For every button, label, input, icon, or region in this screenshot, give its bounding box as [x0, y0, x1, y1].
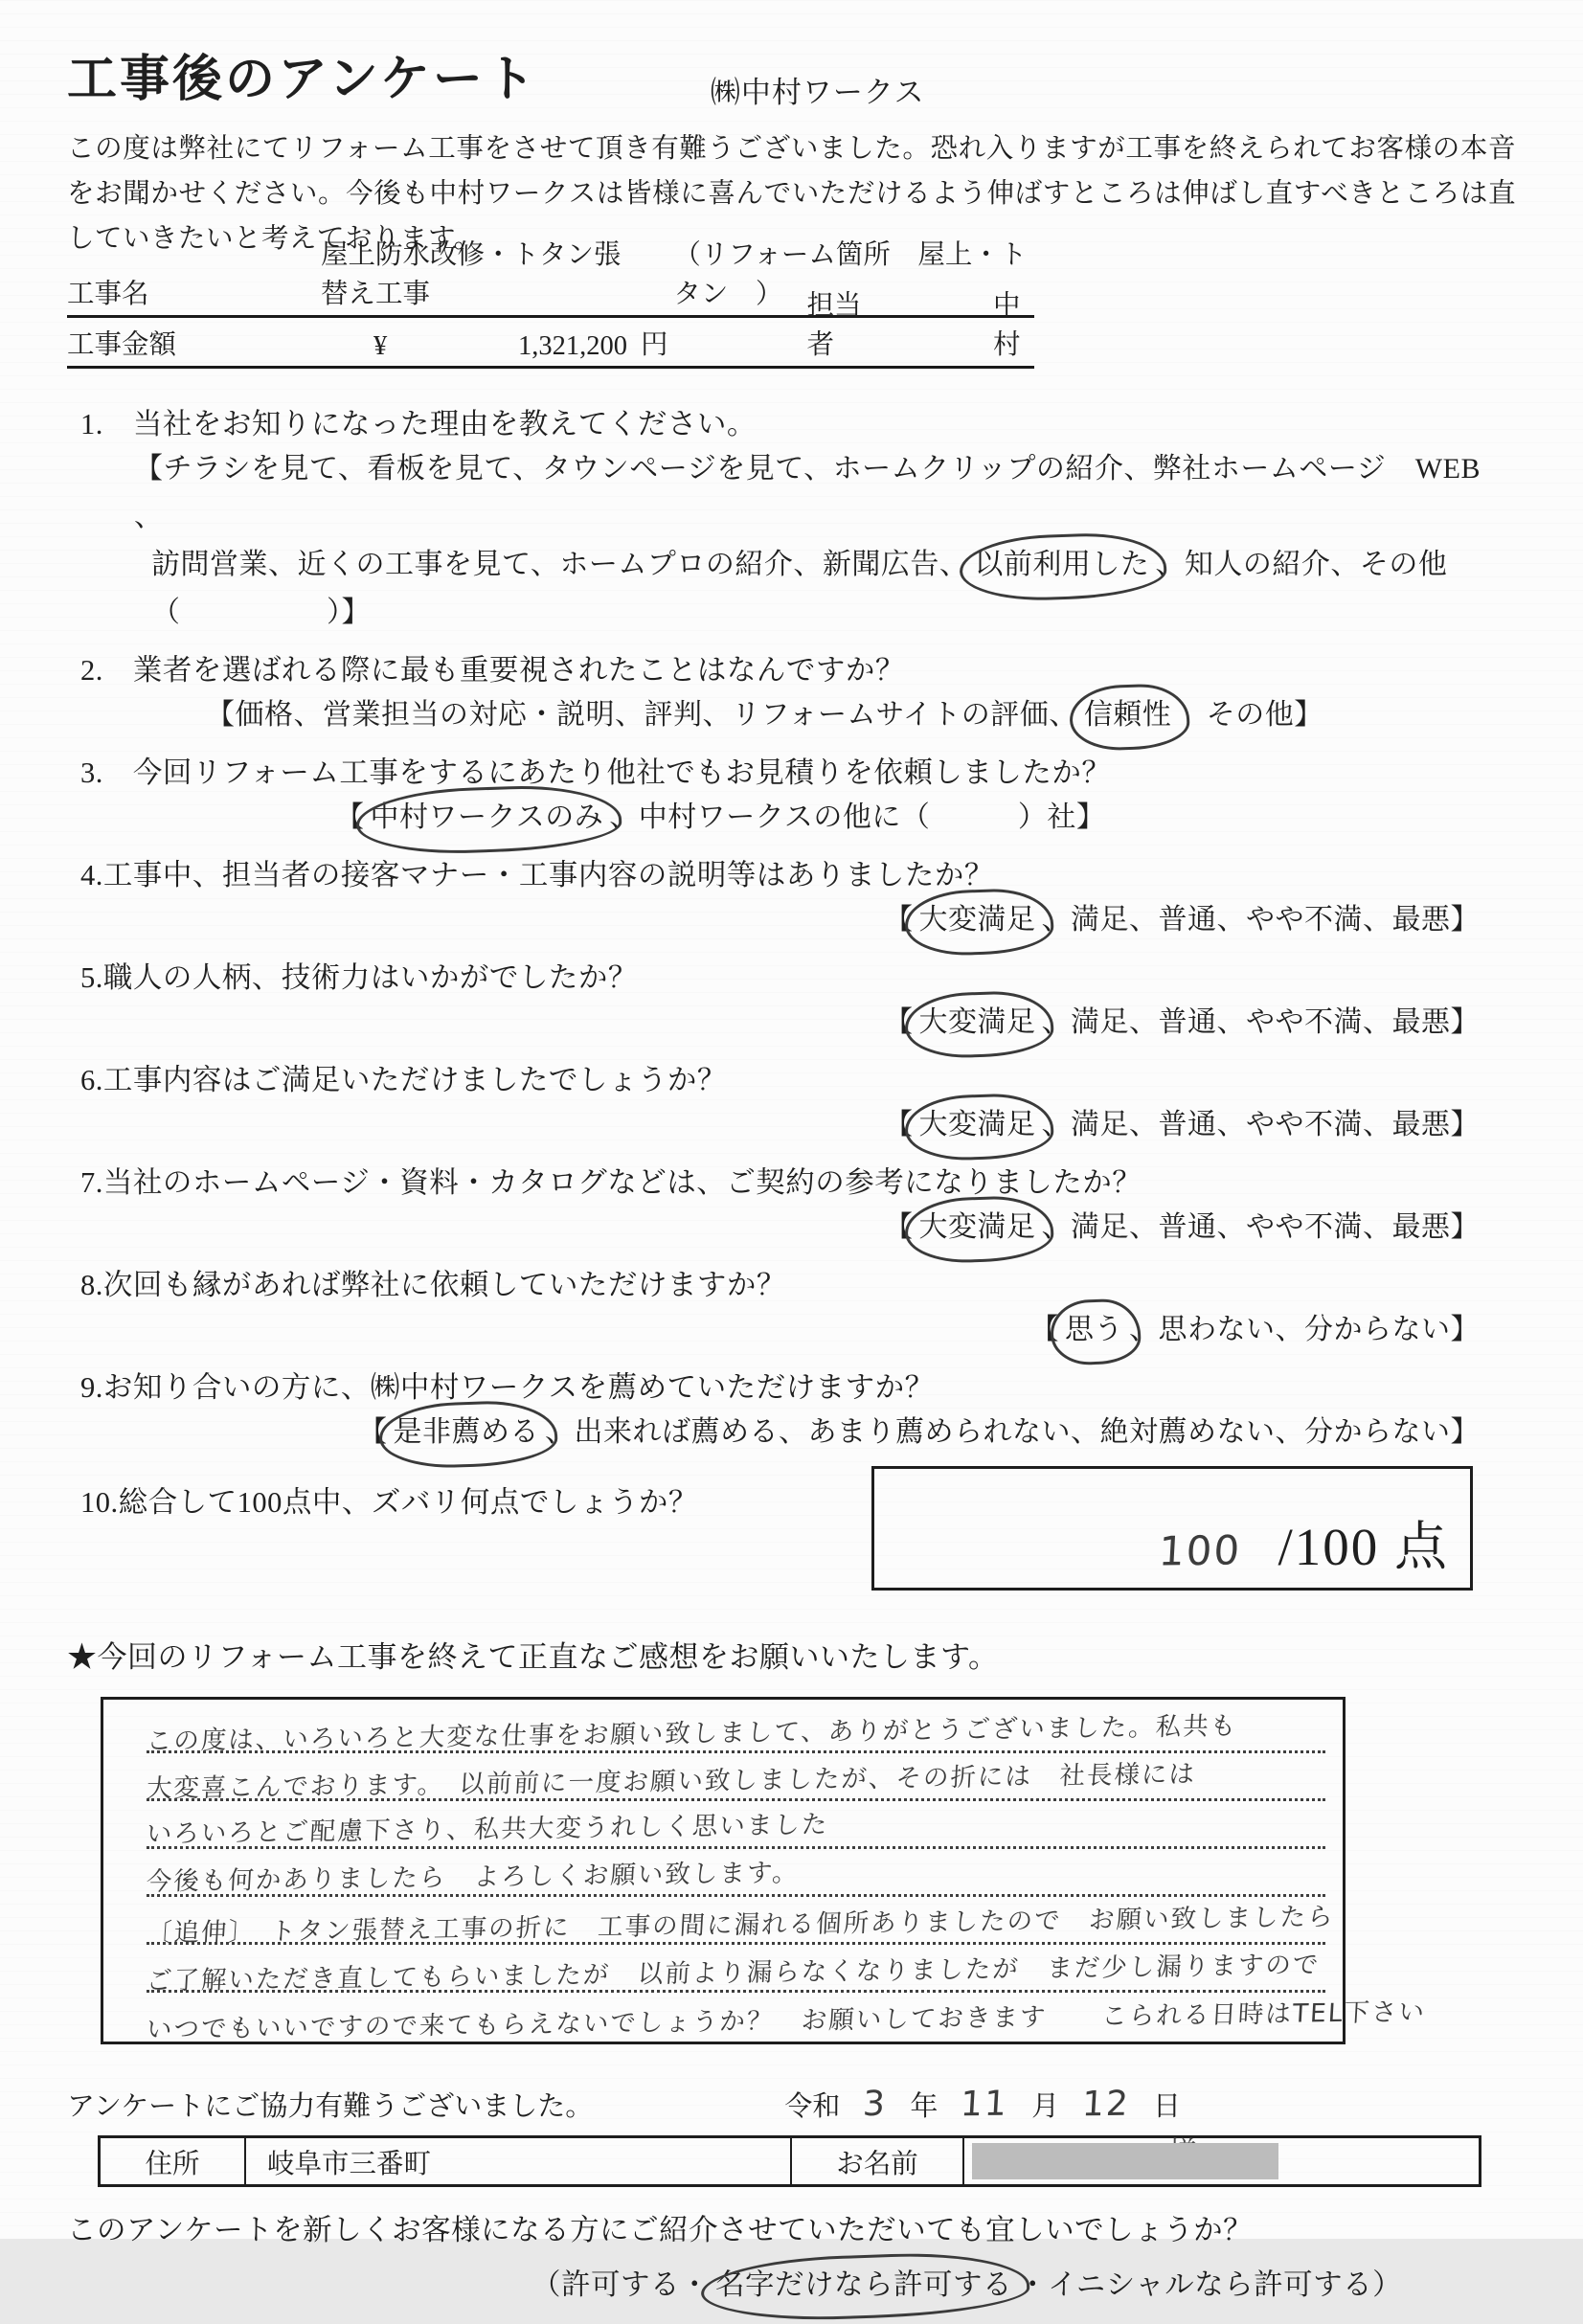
comment-box: [101, 1697, 1427, 2045]
document-header: [67, 53, 1516, 111]
question-options: [67, 1101, 1516, 1149]
option-text: 訪問営業、近くの工事を見て、ホームプロの紹介、新聞広告、: [151, 549, 969, 580]
circled-answer: 是非薦める: [388, 1409, 546, 1456]
year-unit: 年: [910, 2091, 938, 2122]
option-text: 【: [335, 801, 365, 833]
option-text: 【: [1029, 1314, 1059, 1345]
option-text: 【: [884, 1109, 914, 1140]
manager-value: 中村: [993, 291, 1021, 360]
question-options: [67, 1409, 1516, 1456]
comment-heading: ★今回のリフォーム工事を終えて正直なご感想をお願いいたします。: [67, 1640, 999, 1674]
question-options: [67, 1306, 1516, 1354]
comment-handwriting: 今後も何かありましたら よろしくお願い致します。: [146, 1858, 801, 1897]
circled-answer: 大変満足: [914, 896, 1042, 944]
circled-answer: 中村ワークスのみ: [365, 794, 610, 842]
comment-line: [146, 1705, 1325, 1756]
option-text: 【: [884, 904, 914, 936]
question-head: 2. 業者を選ばれる際に最も重要視されたことはなんですか？: [80, 654, 905, 687]
circled-answer: 思う: [1059, 1306, 1129, 1354]
project-name-row: [67, 240, 1034, 318]
question-options: [67, 1204, 1516, 1252]
project-info-table: [67, 240, 1034, 369]
project-amount-value: 1,321,200: [518, 331, 627, 361]
option-text: 【価格、営業担当の対応・説明、評判、リフォームサイトの評価、: [206, 699, 1078, 731]
question-options: [67, 691, 1516, 739]
circled-answer: 大変満足: [914, 999, 1042, 1047]
question-head: 5.職人の人柄、技術力はいかがでしたか？: [80, 961, 638, 994]
question-9: [67, 1366, 1516, 1456]
month-unit: 月: [1031, 2091, 1060, 2122]
circled-answer: 信頼性: [1078, 691, 1178, 739]
option-text: ・イニシャルなら許可する）: [1018, 2268, 1403, 2301]
day-unit: 日: [1152, 2091, 1181, 2122]
option-text: （許可する・: [531, 2268, 710, 2301]
option-text: 【: [884, 1006, 914, 1038]
permission-options: [67, 2262, 1516, 2308]
question-2: [67, 649, 1516, 739]
name-redaction: [972, 2143, 1278, 2179]
question-options: [67, 445, 1516, 541]
respondent-table: [98, 2135, 1481, 2187]
date-block: [784, 2085, 1181, 2124]
option-text: その他】: [1177, 699, 1323, 731]
company-name: ㈱中村ワークス: [710, 76, 925, 109]
circled-answer: 大変満足: [914, 1101, 1042, 1149]
question-5: [67, 957, 1516, 1047]
option-text: 【: [358, 1416, 388, 1448]
option-text: 、満足、普通、やや不満、最悪】: [1041, 1211, 1480, 1243]
address-value: 岐阜市三番町: [244, 2138, 790, 2184]
score-written-value: 100: [1157, 1526, 1243, 1575]
question-1: [67, 403, 1516, 637]
name-value: [962, 2138, 1479, 2184]
comment-line: [146, 1945, 1325, 1997]
reform-location: （リフォーム箇所 屋上・トタン ）: [673, 240, 1028, 309]
questions-section: [67, 403, 1516, 1612]
intro-paragraph: この度は弊社にてリフォーム工事をさせて頂き有難うございました。恐れ入りますが工事を終えられてお客様の本音をお聞かせください。今後も中村ワークスは皆様に喜んでいただけるよう伸ばすところは伸ばし直すべきところは直していきたいと考えております。: [67, 134, 1516, 254]
option-text: 、満足、普通、やや不満、最悪】: [1041, 1006, 1480, 1038]
comment-handwriting: 〔追伸〕 トタン張替え工事の折に 工事の間に漏れる個所ありましたので お願い致しましたら: [146, 1902, 1336, 1949]
score-box: [871, 1466, 1473, 1591]
address-label: 住所: [145, 2149, 200, 2179]
question-7: [67, 1162, 1516, 1252]
option-text: 、中村ワークスの他に（ ）社】: [609, 801, 1106, 833]
amount-unit: 円: [641, 330, 668, 360]
page-title: 工事後のアンケート: [67, 53, 538, 107]
comment-handwriting: この度は、いろいろと大変な仕事をお願い致しまして、ありがとうございました。私共も: [146, 1711, 1239, 1756]
question-options: [67, 999, 1516, 1047]
comment-line: [147, 1849, 1325, 1897]
project-name-value: 屋上防水改修・トタン張替え工事: [321, 240, 622, 309]
thanks-row: [67, 2085, 1516, 2124]
thanks-text: アンケートにご協力有難うございました。: [67, 2091, 594, 2122]
redaction-bar: [972, 2143, 1278, 2179]
comment-line: [146, 1897, 1336, 1949]
option-text: 、出来れば薦める、あまり薦められない、絶対薦めない、分からない】: [545, 1416, 1480, 1448]
month-value: 11: [960, 2084, 1010, 2125]
option-text: 、知人の紹介、その他（ ）】: [151, 549, 1448, 628]
permission-question: このアンケートを新しくお客様になる方にご紹介させていただいても宜しいでしょうか？: [67, 2214, 1254, 2246]
comment-handwriting: ご了解いただき直してもらいましたが 以前より漏らなくなりましたが まだ少し漏りますので: [146, 1950, 1322, 1997]
question-10: [67, 1466, 1516, 1612]
question-8: [67, 1264, 1516, 1354]
comment-handwriting: 大変喜こんでおります。 以前前に一度お願い致しましたが、その折には 社長様には: [146, 1759, 1197, 1804]
comment-handwriting: いろいろとご配慮下さり、私共大変うれしく思いました: [146, 1810, 830, 1849]
manager-label: 担当者: [806, 291, 862, 360]
question-head: 6.工事内容はご満足いただけましたでしょうか？: [80, 1064, 727, 1096]
name-label: お名前: [790, 2138, 962, 2184]
year-value: 3: [862, 2084, 889, 2125]
option-text: 、満足、普通、やや不満、最悪】: [1041, 904, 1480, 936]
circled-answer: 以前利用した: [968, 541, 1155, 589]
day-value: 12: [1081, 2084, 1132, 2125]
question-head: 4.工事中、担当者の接客マナー・工事内容の説明等はありましたか？: [80, 859, 994, 891]
project-name-label: 工事名: [67, 280, 149, 309]
question-head: 3. 今回リフォーム工事をするにあたり他社でもお見積りを依頼しましたか？: [80, 756, 1112, 789]
comment-handwriting: いつでもいいですので来てもらえないでしょうか？ お願いしておきます こられる日時はTEL下さい: [146, 1997, 1427, 2045]
question-options: [67, 896, 1516, 944]
circled-answer: 名字だけなら許可する: [710, 2262, 1018, 2308]
comment-line: [146, 1993, 1427, 2045]
option-text: 【チラシを見て、看板を見て、タウンページを見て、ホームクリップの紹介、弊社ホームページ WEB 、: [134, 453, 1481, 532]
currency-symbol: ¥: [373, 331, 388, 361]
comment-line: [146, 1753, 1325, 1804]
question-3: [67, 752, 1516, 842]
question-head: 10.総合して100点中、ズバリ何点でしょうか？: [80, 1486, 698, 1519]
option-text: 【: [884, 1211, 914, 1243]
question-head: 7.当社のホームページ・資料・カタログなどは、ご契約の参考になりましたか？: [80, 1166, 1142, 1199]
question-head: 8.次回も縁があれば弊社に依頼していただけますか？: [80, 1269, 786, 1301]
option-text: 、思わない、分からない】: [1129, 1314, 1480, 1345]
question-4: [67, 854, 1516, 944]
question-head: 9.お知り合いの方に、㈱中村ワークスを薦めていただけますか？: [80, 1371, 935, 1404]
era-label: 令和: [784, 2091, 841, 2122]
question-head: 1. 当社をお知りになった理由を教えてください。: [80, 408, 757, 440]
question-options: [67, 794, 1516, 842]
project-amount-label: 工事金額: [67, 330, 177, 360]
score-denominator: /100 点: [1278, 1518, 1449, 1576]
circled-answer: 大変満足: [914, 1204, 1042, 1252]
question-6: [67, 1059, 1516, 1149]
question-options: [67, 541, 1516, 637]
option-text: 、満足、普通、やや不満、最悪】: [1041, 1109, 1480, 1140]
comment-line: [147, 1801, 1325, 1849]
